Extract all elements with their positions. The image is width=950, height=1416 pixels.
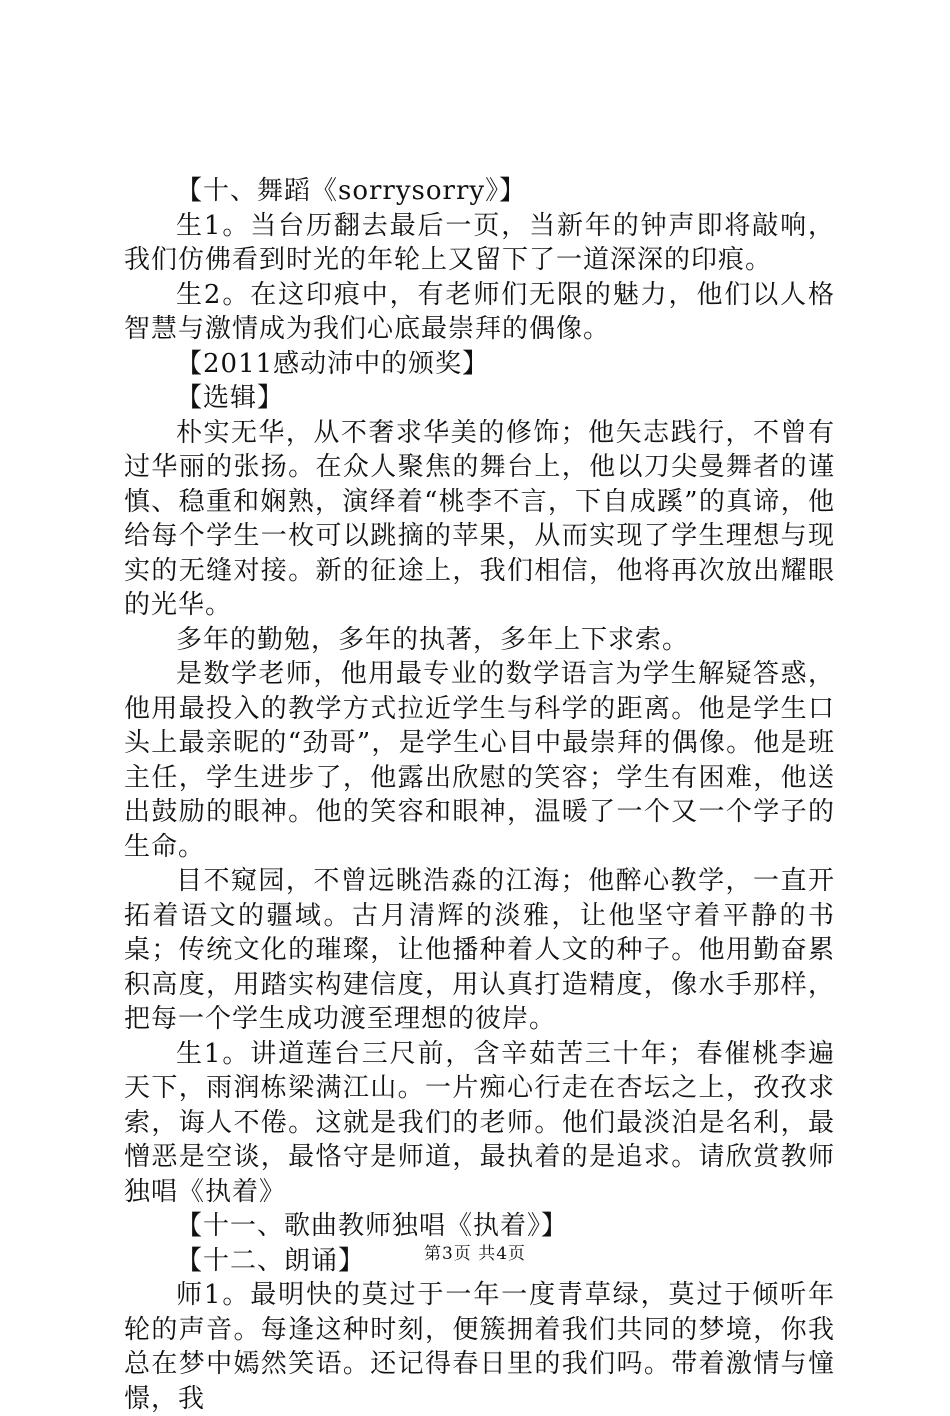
section-heading-recitation: 【十二、朗诵】 (176, 1245, 366, 1276)
paragraph-award-3: 目不窥园，不曾远眺浩淼的江海；他醉心教学，一直开拓着语文的疆域。古月清辉的淡雅，让他坚守着平静的书桌；传统文化的璀璨，让他播种着人文的种子。他用勤奋累积高度，用踏实构建信度，用认真打造精度，像水手那样，把每一个学生成功渡至理想的彼岸。 (124, 866, 835, 1034)
section-heading-dance: 【十、舞蹈《sorrysorry》】 (176, 176, 527, 206)
paragraph-teacher1-recitation: 师1。最明快的莫过于一年一度青草绿，莫过于倾听年轮的声音。每逢这种时刻，便簇拥着我们共同的梦境，你我总在梦中嫣然笑语。还记得春日里的我们吗。带着激情与憧憬，我 (124, 1280, 835, 1414)
section-heading-selection: 【选辑】 (176, 383, 285, 413)
paragraph-award-1: 朴实无华，从不奢求华美的修饰；他矢志践行，不曾有过华丽的张扬。在众人聚焦的舞台上，他以刀尖曼舞者的谨慎、稳重和娴熟，演绎着“桃李不言，下自成蹊”的真谛，他给每个学生一枚可以跳摘的苹果，从而实现了学生理想与现实的无缝对接。新的征途上，我们相信，他将再次放出耀眼的光华。 (124, 417, 835, 620)
section-heading-award: 【2011感动沛中的颁奖】 (176, 348, 490, 379)
document-body (124, 174, 835, 1416)
page-number-footer: 第3页 共4页 (423, 1244, 527, 1264)
paragraph-student2-intro: 生2。在这印痕中，有老师们无限的魅力，他们以人格智慧与激情成为我们心底最崇拜的偶像。 (124, 279, 835, 344)
paragraph-student1-song-intro: 生1。讲道莲台三尺前，含辛茹苦三十年；春催桃李遍天下，雨润栋梁满江山。一片痴心行走在杏坛之上，孜孜求索，诲人不倦。这就是我们的老师。他们最淡泊是名利，最憎恶是空谈，最恪守是师道，最执着的是追求。请欣赏教师独唱《执着》 (124, 1038, 835, 1207)
section-heading-song: 【十一、歌曲教师独唱《执着》】 (176, 1211, 569, 1241)
paragraph-award-2-lead: 多年的勤勉，多年的执著，多年上下求索。 (176, 624, 690, 655)
paragraph-award-2: 是数学老师，他用最专业的数学语言为学生解疑答惑，他用最投入的教学方式拉近学生与科学的距离。他是学生口头上最亲昵的“劲哥”，是学生心目中最崇拜的偶像。他是班主任，学生进步了，他露出欣慰的笑容；学生有困难，他送出鼓励的眼神。他的笑容和眼神，温暖了一个又一个学子的生命。 (124, 659, 835, 862)
paragraph-student1-intro: 生1。当台历翻去最后一页，当新年的钟声即将敲响，我们仿佛看到时光的年轮上又留下了一道深深的印痕。 (124, 210, 835, 275)
